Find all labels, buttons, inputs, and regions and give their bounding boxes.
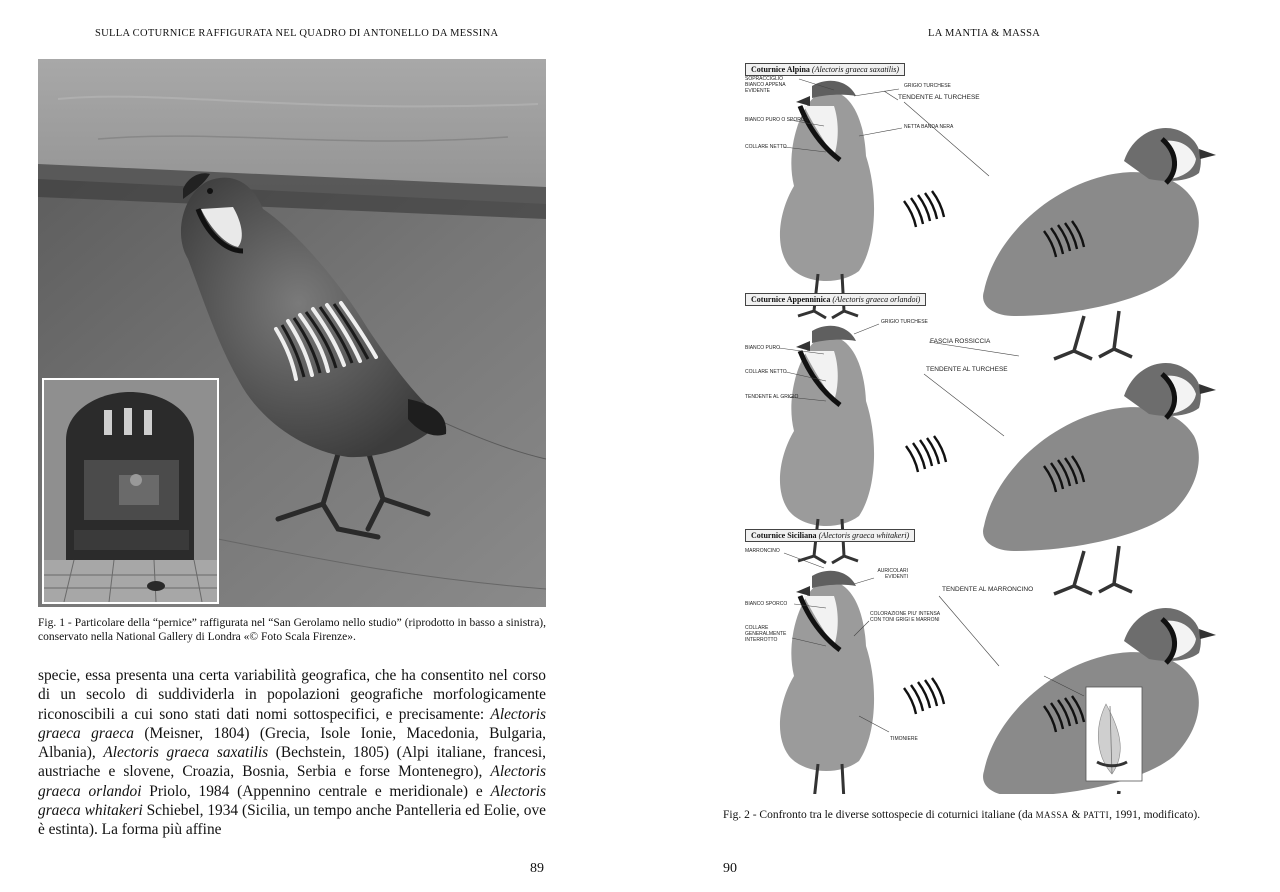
inset-san-gerolamo-painting bbox=[42, 378, 219, 604]
body-text-run: (Bechstein, 1805) (Alpi italiane, francesi, austriache e slovene, Croazia, Bosnia, Serbia e forse Montenegro), bbox=[38, 744, 546, 781]
figure-1-caption: Fig. 1 - Particolare della “pernice” raffigurata nel “San Gerolamo nello studio” (riprodotto in basso a sinistra), conservato nella National Gallery di Londra «© Foto Scala Firenze». bbox=[38, 617, 546, 643]
callout-label: AURICOLARI EVIDENTI bbox=[877, 568, 908, 580]
panel-title-siciliana: Coturnice Siciliana (Alectoris graeca whitakeri) bbox=[745, 529, 915, 542]
callout-label: TENDENTE AL GRIGIO bbox=[745, 394, 799, 400]
san-gerolamo-thumbnail-image bbox=[44, 380, 217, 602]
callout-label: BIANCO PURO O SPORCO bbox=[745, 117, 809, 123]
callout-label: TENDENTE AL TURCHESE bbox=[898, 94, 980, 101]
callout-label: COLORAZIONE PIU' INTENSA CON TONI GRIGI E MARRONI bbox=[870, 611, 940, 623]
partridge-illustrations bbox=[744, 56, 1244, 794]
body-text bbox=[38, 666, 546, 840]
page-number: 89 bbox=[530, 861, 544, 876]
callout-label: NETTA BANDA NERA bbox=[904, 124, 954, 130]
caption-text: Fig. 2 - Confronto tra le diverse sottospecie di coturnici italiane (da bbox=[723, 809, 1036, 821]
figure-2-caption bbox=[723, 808, 1231, 822]
callout-label: GRIGIO TURCHESE bbox=[904, 83, 951, 89]
body-text-run: Schiebel, 1934 (Sicilia, un tempo anche Pantelleria ed Eolie, ove è estinta). La forma più affine bbox=[38, 802, 546, 839]
body-paragraph bbox=[38, 666, 546, 840]
right-page bbox=[640, 0, 1280, 892]
running-head: LA MANTIA & MASSA bbox=[928, 28, 1041, 39]
callout-label: TIMONIERE bbox=[890, 736, 918, 742]
running-head: SULLA COTURNICE RAFFIGURATA NEL QUADRO DI ANTONELLO DA MESSINA bbox=[95, 28, 499, 39]
callout-label: SOPRACCIGLIO BIANCO APPENA EVIDENTE bbox=[745, 76, 786, 94]
caption-author: PATTI bbox=[1083, 810, 1110, 820]
callout-label: TENDENTE AL TURCHESE bbox=[926, 366, 1008, 373]
callout-label: TENDENTE AL MARRONCINO bbox=[942, 586, 1034, 593]
callout-label: FASCIA ROSSICCIA bbox=[930, 338, 991, 345]
callout-label: BIANCO PURO bbox=[745, 345, 781, 351]
body-text-run: Priolo, 1984 (Appennino centrale e meridionale) e bbox=[141, 782, 491, 800]
figure-1-painting-detail bbox=[38, 59, 546, 607]
species-name: Alectoris graeca orlandoi bbox=[38, 763, 546, 800]
callout-label: COLLARE NETTO bbox=[745, 144, 787, 150]
panel-title-appenninica: Coturnice Appenninica (Alectoris graeca orlandoi) bbox=[745, 293, 926, 306]
figure-2-subspecies-comparison bbox=[744, 56, 1244, 794]
body-text-run: (Meisner, 1804) (Grecia, Isole Ionie, Macedonia, Bulgaria, Albania), bbox=[38, 724, 547, 762]
caption-text: , 1991, modificato). bbox=[1109, 809, 1201, 821]
callout-label: BIANCO SPORCO bbox=[745, 601, 788, 607]
callout-label: COLLARE GENERALMENTE INTERROTTO bbox=[745, 625, 787, 643]
body-text-run: specie, essa presenta una certa variabilità geografica, che ha consentito nel corso di un secolo di suddividerla in popolazioni geografiche morfologicamente riconoscibili a cui sono stati dati nomi sottospecifici, e precisamente: bbox=[38, 667, 546, 723]
callout-label: GRIGIO TURCHESE bbox=[881, 319, 928, 325]
species-name: Alectoris graeca saxatilis bbox=[103, 744, 269, 762]
page-number: 90 bbox=[723, 861, 737, 876]
species-name: Alectoris graeca whitakeri bbox=[38, 782, 547, 820]
panel-title-alpina: Coturnice Alpina (Alectoris graeca saxatilis) bbox=[745, 63, 905, 76]
callout-label: MARRONCINO bbox=[745, 548, 780, 554]
caption-text: & bbox=[1068, 809, 1084, 821]
caption-author: MASSA bbox=[1035, 810, 1069, 820]
callout-label: COLLARE NETTO bbox=[745, 369, 787, 375]
species-name: Alectoris graeca graeca bbox=[38, 705, 546, 742]
